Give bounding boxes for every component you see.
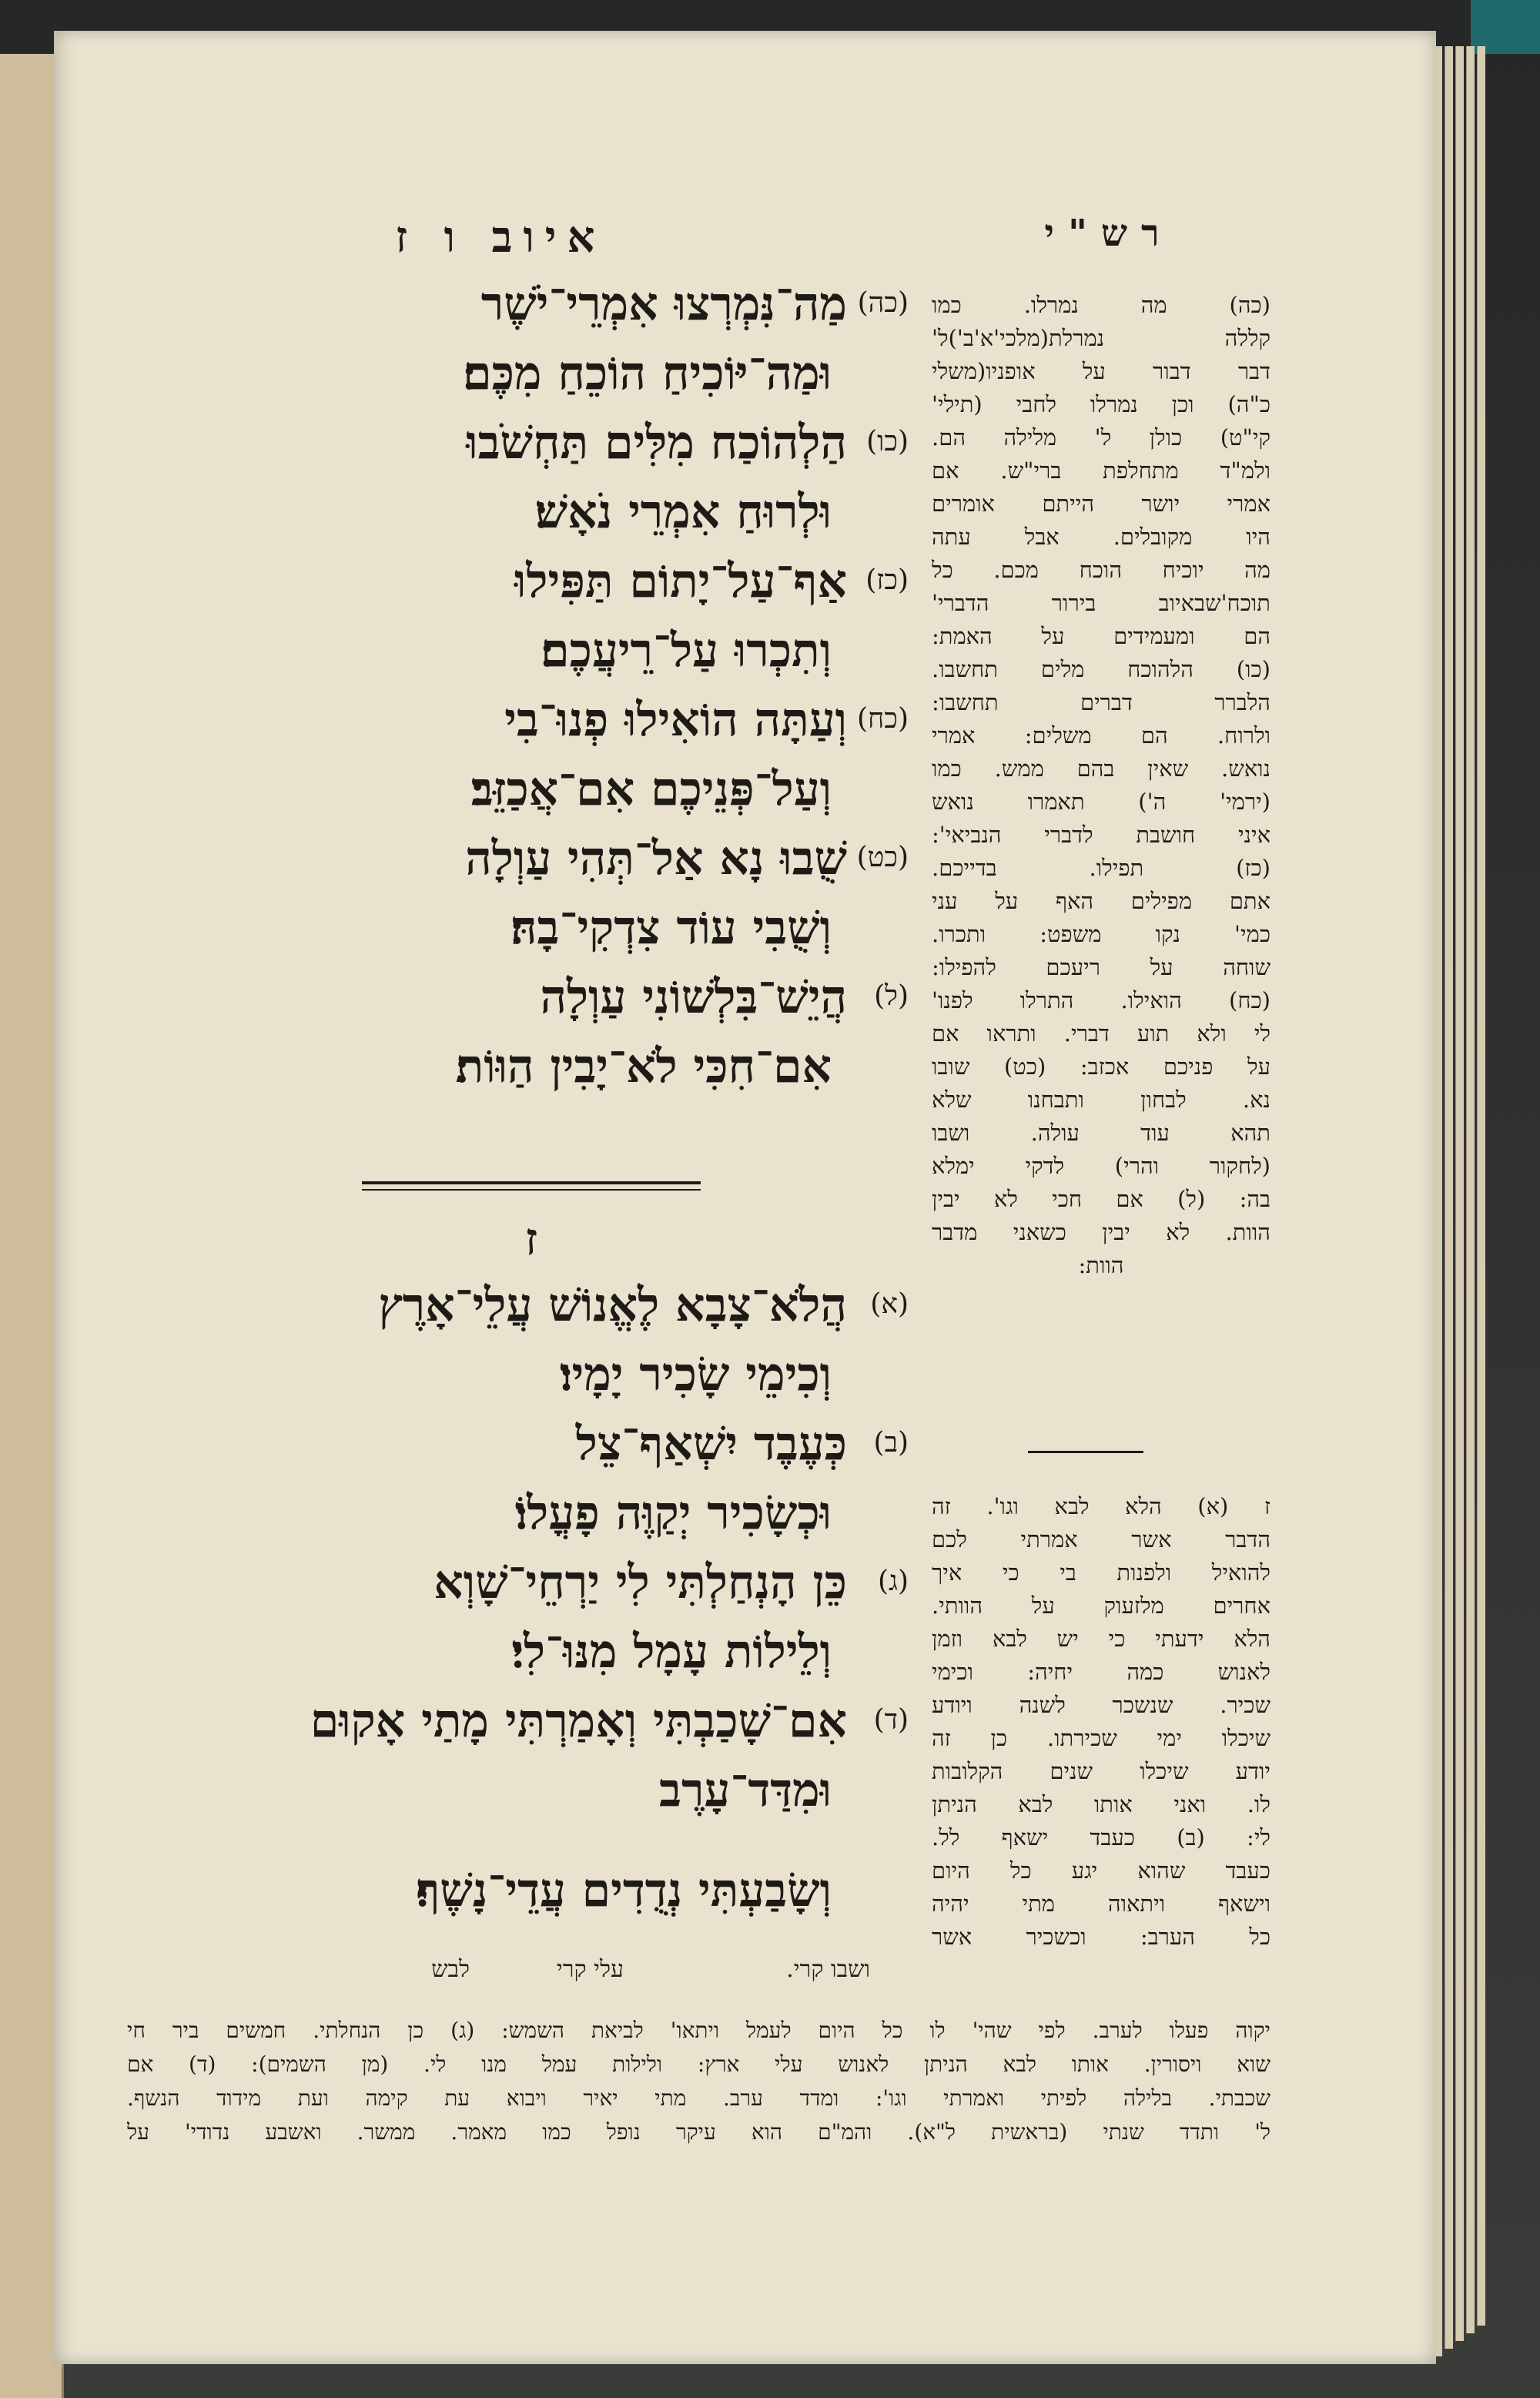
verse-text: וְלֵילוֹת עָמָל מִנּוּ־לִי׃ [511,1625,832,1679]
commentary-line: ולרוח. הם משלים: אמרי [932,722,1270,749]
commentary-line: נואש. שאין בהם ממש. כמו [932,755,1270,782]
verse-text: וְכִימֵי שָׂכִיר יָמָיו׃ [560,1348,832,1402]
chapter-number: ז [524,1213,538,1265]
commentary-line: לאנוש כמה יחיה: וכימי [932,1659,1270,1685]
verse-text: וְעַל־פְּנֵיכֶם אִם־אֲכַזֵּב׃ [470,762,832,816]
verse-text: הֲלֹא־צָבָא לֶאֱנוֹשׁ עֲלֵי־אָרֶץ [378,1278,847,1332]
verse-text: שֻׁבוּ נָא אַל־תְּהִי עַוְלָה [465,832,847,886]
commentary-line: ל' ותדד שנתי (בראשית ל"א). והמ"ם הוא עיקר נופל כמו מאמר. ממשר. ואשבע נדודי' על [127,2119,1270,2145]
commentary-line: שכבתי. בלילה לפיתי ואמרתי וגו': ומדד ערב. מתי יאיר ויבוא עת קימה ועת מידוד הנשף. [127,2085,1270,2111]
commentary-line: לו. ואני אותו לבא הניתן [932,1791,1270,1817]
verse-line [100,901,909,970]
verse-number: (כז) [865,564,909,596]
commentary-line: קללה נמרלת(מלכי'א'ב')ל' [932,325,1270,351]
commentary-line: אחרים מלזעוק על הוותי. [932,1593,1270,1619]
verse-text: וְעַתָּה הוֹאִילוּ פְנוּ־בִי [504,693,847,747]
rashi-commentary-top [932,289,1270,1282]
commentary-divider [1028,1451,1143,1453]
qere-notes [154,1956,916,1987]
verse-text: אִם־שָׁכַבְתִּי וְאָמַרְתִּי מָתַי אָקוּם [310,1694,847,1748]
verse-line [100,485,909,554]
qere-note: עלי קרי [556,1956,624,1983]
commentary-line: הלברר דברים תחשבו: [932,689,1270,715]
commentary-line: לי ולא תוע דברי. ותראו אם [932,1020,1270,1047]
verse-number: (כה) [857,287,909,319]
commentary-line: יקוה פעלו לערב. לפי שהי' לו כל היום לעמל ויתאו' לביאת השמש: (ג) כן הנחלתי. חמשים ביר חי [127,2018,1270,2043]
verse-line [100,1348,909,1417]
commentary-line: שוא ויסורין. אותו לבא הניתן לאנוש עלי ארץ: ולילות עמל מנו לי. (מן השמים): (ד) אם [127,2051,1270,2077]
verse-number: (כו) [866,426,909,457]
commentary-line: תוכח'שבאיוב בירור הדברי' [932,590,1270,616]
commentary-line: ז (א) הלא לבא וגו'. זה [932,1493,1270,1519]
verse-text: כֵּן הָנְחַלְתִּי לִי יַרְחֵי־שָׁוְא [434,1556,847,1609]
commentary-line: כ"ה) וכן נמרלו לחבי (תילי' [932,391,1270,417]
verse-number: (ב) [873,1427,909,1459]
commentary-line: לי: (ב) כעבד ישאף לל. [932,1824,1270,1850]
verse-text: אִם־חִכִּי לֹא־יָבִין הַוּוֹת׃ [455,1040,832,1094]
commentary-line: איני חושבת לדברי הנביאי': [932,822,1270,848]
verse-text: וּמַה־יּוֹכִיחַ הוֹכֵחַ מִכֶּם׃ [463,347,832,400]
verse-text: מַה־נִּמְרְצוּ אִמְרֵי־יֹשֶׁר [480,277,847,331]
verse-line [100,693,909,762]
commentary-line: אמרי יושר הייתם אומרים [932,491,1270,517]
verse-line [100,832,909,901]
verse-text: וּכְשָׂכִיר יְקַוֶּה פָעֳלוֹ׃ [514,1486,832,1540]
commentary-line: להואיל ולפנות בי כי איך [932,1559,1270,1586]
commentary-line: ולמ"ד מתחלפת ברי"ש. אם [932,457,1270,484]
running-head-commentary: רש"י [1044,212,1173,255]
commentary-line: (כו) הלהוכח מלים תחשבו. [932,656,1270,682]
commentary-line: דבר דבור על אופניו(משלי [932,358,1270,384]
verse-line [100,554,909,624]
page-edge [1455,46,1464,2341]
commentary-line: הוות. לא יבין כשאני מדבר [932,1219,1270,1245]
verse-line [100,1278,909,1348]
verse-text: וּמִדַּד־עָרֶב [659,1763,832,1817]
commentary-line: (ירמי' ה') תאמרו נואש [932,789,1270,815]
qere-note: ושבו קרי. [786,1956,870,1983]
page-edge [1445,46,1453,2349]
verse-line [100,624,909,693]
verse-number: (כט) [856,842,909,873]
book-page [54,31,1436,2364]
verse-line [100,1486,909,1556]
verse-number: (א) [870,1288,909,1320]
rashi-commentary-bottom [127,2014,1270,2149]
verse-line [100,1556,909,1625]
commentary-line: יודע שיכלו שנים הקלובות [932,1758,1270,1784]
commentary-line: (לחקור והרי) לדקי ימלא [932,1153,1270,1179]
chapter-divider [362,1181,701,1191]
verse-line [100,762,909,832]
commentary-line: כל הערב: וכשכיר אשר [932,1924,1270,1950]
verse-text: וְתִכְרוּ עַל־רֵיעֲכֶם׃ [541,624,832,678]
commentary-line: הם ומעמידים על האמת: [932,623,1270,649]
commentary-line: שיכלו ימי שכירתו. כן זה [932,1725,1270,1751]
commentary-line: היו מקובלים. אבל עתה [932,524,1270,550]
verse-text: וְשָׂבַעְתִּי נְדֻדִים עֲדֵי־נָשֶׁף׃ [416,1864,832,1917]
commentary-line: כעבד שהוא יגע כל היום [932,1857,1270,1884]
verse-number: (ד) [873,1704,909,1736]
verse-line [100,1864,909,1933]
verse-text: וּלְרוּחַ אִמְרֵי נֹאָשׁ׃ [534,485,832,539]
commentary-line: נא. לבחון ותבחנו שלא [932,1087,1270,1113]
verse-text: הֲיֵשׁ־בִּלְשׁוֹנִי עַוְלָה [540,970,847,1024]
verse-line [100,1763,909,1833]
verse-line [100,1625,909,1694]
commentary-line: תהא עוד עולה. ושבו [932,1120,1270,1146]
commentary-line: קי"ט) כולן ל' מלילה הם. [932,424,1270,450]
commentary-line: (כה) מה נמרלו. כמו [932,292,1270,318]
verse-number: (ג) [878,1566,909,1597]
commentary-line: הלא ידעתי כי יש לבא וזמן [932,1626,1270,1652]
verse-line [100,1417,909,1486]
commentary-line: (כז) תפילו. בדייכם. [932,855,1270,881]
verse-line [100,416,909,485]
verse-line [100,277,909,347]
commentary-line: כמי' נקו משפט: ותכרו. [932,921,1270,947]
verse-text: אַף־עַל־יָתוֹם תַּפִּילוּ [514,554,847,608]
commentary-line: מה יוכיח הוכח מכם. כל [932,557,1270,583]
verse-number: (כח) [857,703,909,735]
verse-line [100,970,909,1040]
verse-line [100,347,909,416]
verse-line [100,1694,909,1763]
page-edge [1466,46,1475,2333]
page-edge [1477,46,1485,2326]
commentary-line: וישאף ויתאוה מתי יהיה [932,1891,1270,1917]
verse-line [100,1040,909,1109]
running-head-book: איוב ו ז [395,212,606,263]
verse-text: הַלְהוֹכַח מִלִּים תַּחְשֹׁבוּ [466,416,847,470]
rashi-commentary-chapter7 [932,1490,1270,1954]
commentary-line: שכיר. שנשכר לשנה ויודע [932,1692,1270,1718]
qere-note: לבש [431,1956,470,1983]
commentary-line: הדבר אשר אמרתי לכם [932,1526,1270,1552]
commentary-line: אתם מפילים האף על עני [932,888,1270,914]
verse-text: וְשֻׁבִי עוֹד צִדְקִי־בָהּ׃ [511,901,832,955]
verse-text: כְּעֶבֶד יִשְׁאַף־צֵל [575,1417,847,1471]
commentary-line: שוחה על ריעכם להפילו: [932,954,1270,980]
commentary-line: (כח) הואילו. התרלו לפנו' [932,987,1270,1013]
commentary-line: הוות: [1078,1252,1124,1278]
commentary-line: בה: (ל) אם חכי לא יבין [932,1186,1270,1212]
commentary-line: על פניכם אכזב: (כט) שובו [932,1053,1270,1080]
verse-number: (ל) [874,980,909,1012]
